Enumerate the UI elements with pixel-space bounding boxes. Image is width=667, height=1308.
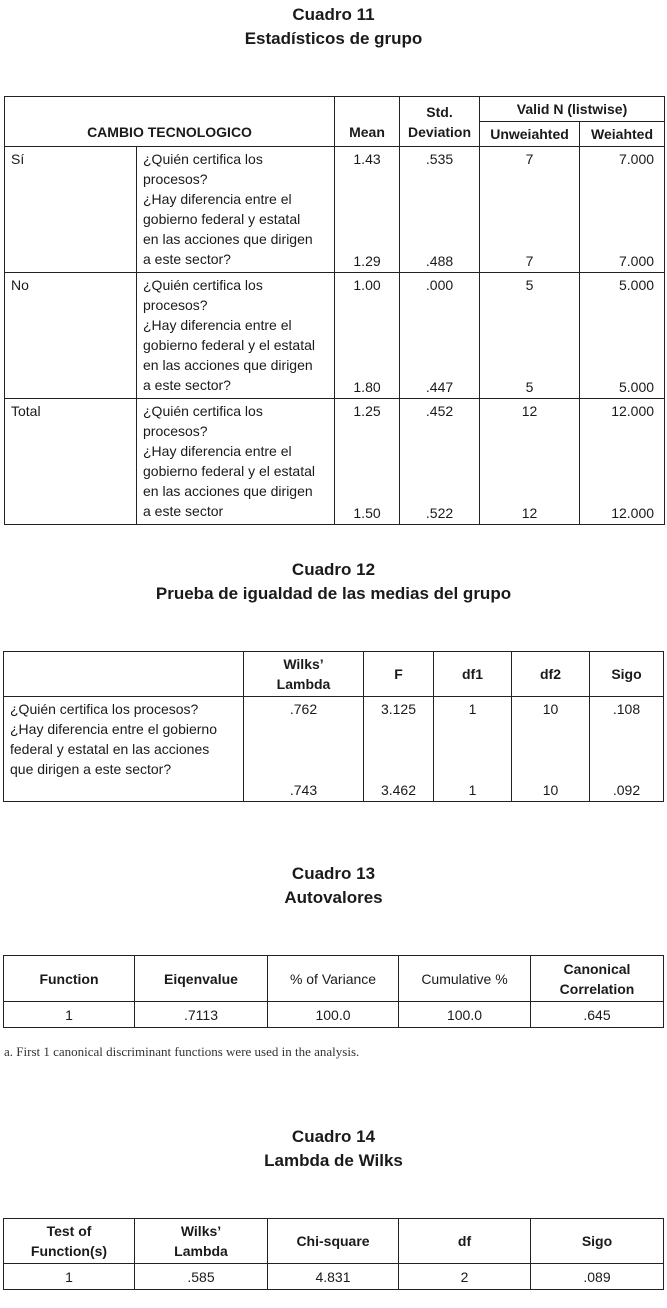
var-line: gobierno federal y el estatal (143, 337, 315, 353)
header-variance: % of Variance (268, 956, 399, 1002)
table-row (4, 1264, 664, 1290)
var-line: gobierno federal y estatal (143, 211, 301, 227)
mean-cell (335, 399, 400, 525)
mean-value: 1.29 (353, 252, 381, 269)
weighted-value: 5.000 (618, 276, 655, 293)
weighted-value: 7.000 (618, 252, 655, 269)
unweighted-cell (480, 273, 580, 399)
mean-cell (335, 273, 400, 399)
chi-square-value: 4.831 (268, 1264, 399, 1290)
mean-value: 1.00 (353, 276, 381, 293)
cuadro-14-subtitle: Lambda de Wilks (264, 1151, 403, 1170)
sig-value: .089 (531, 1264, 664, 1290)
var-line: a este sector (143, 503, 224, 519)
header-wilks-lambda (244, 652, 364, 697)
cuadro-11-table (4, 96, 665, 525)
cuadro-12-title: Cuadro 12 (291, 560, 376, 579)
sd-cell (400, 399, 480, 525)
variables-cell (137, 399, 335, 525)
cuadro-13-subtitle: Autovalores (284, 888, 383, 907)
header-std-deviation (400, 97, 480, 147)
f-cell (364, 697, 434, 802)
sd-value: .452 (425, 402, 454, 419)
variables-cell (4, 697, 244, 802)
unweighted-value: 7 (525, 150, 534, 167)
var-line: ¿Hay diferencia entre el gobierno (10, 721, 218, 737)
header-wilks-line2: Lambda (174, 1243, 228, 1259)
header-wilks-line2: Lambda (276, 676, 331, 692)
header-mean: Mean (335, 97, 400, 147)
variables-cell (137, 273, 335, 399)
cuadro-11-subtitle: Estadísticos de grupo (244, 29, 423, 48)
df2-value: 10 (542, 781, 559, 798)
sd-value: .535 (425, 150, 454, 167)
table-row (4, 1002, 664, 1028)
cuadro-12-subtitle: Prueba de igualdad de las medias del grupo (155, 584, 512, 603)
cuadro-13-title: Cuadro 13 (291, 864, 376, 883)
function-value: 1 (4, 1002, 135, 1028)
header-wilks-line1: Wilks’ (283, 656, 324, 672)
df1-cell (434, 697, 512, 802)
var-line: en las acciones que dirigen (143, 357, 313, 373)
sd-value: .000 (425, 276, 454, 293)
variance-value: 100.0 (268, 1002, 399, 1028)
variables-cell (137, 147, 335, 273)
sd-value: .447 (425, 378, 454, 395)
cuadro-14-title: Cuadro 14 (291, 1127, 376, 1146)
sd-cell (400, 273, 480, 399)
var-line: ¿Hay diferencia entre el (143, 191, 292, 207)
sig-cell (590, 697, 664, 802)
var-line: procesos? (143, 423, 208, 439)
wilks-value: .585 (135, 1264, 268, 1290)
table-row (4, 697, 664, 802)
wilks-value: .762 (289, 700, 318, 717)
var-line: que dirigen a este sector? (10, 761, 172, 777)
header-cumulative: Cumulative % (399, 956, 531, 1002)
group-label: Sí (5, 147, 137, 273)
var-line: ¿Hay diferencia entre el (143, 443, 292, 459)
table-row (5, 147, 665, 273)
wilks-value: .743 (289, 781, 318, 798)
header-test-line1: Test of (46, 1223, 92, 1239)
header-test-line2: Function(s) (30, 1243, 108, 1259)
header-df: df (399, 1219, 531, 1264)
weighted-value: 12.000 (611, 402, 655, 419)
weighted-cell (580, 399, 665, 525)
header-function: Function (4, 956, 135, 1002)
var-line: ¿Quién certifica los (143, 151, 263, 167)
var-line: a este sector? (143, 251, 231, 267)
header-wilks-lambda (135, 1219, 268, 1264)
unweighted-value: 12 (521, 402, 538, 419)
test-value: 1 (4, 1264, 135, 1290)
sd-cell (400, 147, 480, 273)
df-value: 2 (399, 1264, 531, 1290)
mean-value: 1.50 (353, 504, 381, 521)
header-chi-square: Chi-square (268, 1219, 399, 1264)
cuadro-12-table (3, 651, 664, 802)
var-line: ¿Hay diferencia entre el (143, 317, 292, 333)
header-wilks-line1: Wilks’ (180, 1223, 222, 1239)
unweighted-cell (480, 147, 580, 273)
unweighted-value: 12 (521, 504, 538, 521)
table-row (5, 399, 665, 525)
wilks-cell (244, 697, 364, 802)
header-canonical-line1: Canonical (563, 960, 631, 977)
header-sig: Sigo (531, 1219, 664, 1264)
sig-value: .108 (612, 700, 641, 717)
header-test-of-functions (4, 1219, 135, 1264)
var-line: ¿Quién certifica los (143, 403, 263, 419)
cuadro-13-table (3, 955, 664, 1028)
header-f: F (364, 652, 434, 697)
weighted-cell (580, 273, 665, 399)
header-valid-n: Valid N (listwise) (480, 97, 665, 122)
header-cambio-tecnologico: CAMBIO TECNOLOGICO (5, 97, 335, 147)
table-row (5, 273, 665, 399)
var-line: federal y estatal en las acciones (10, 741, 210, 757)
var-line: en las acciones que dirigen (143, 483, 313, 499)
mean-value: 1.43 (353, 150, 381, 167)
var-line: procesos? (143, 297, 208, 313)
cuadro-11-title: Cuadro 11 (292, 5, 375, 24)
f-value: 3.125 (380, 700, 417, 717)
header-canonical-correlation (531, 956, 664, 1002)
eigenvalue-value: .7113 (135, 1002, 268, 1028)
df1-value: 1 (468, 700, 477, 717)
var-line: ¿Quién certifica los (143, 277, 263, 293)
header-canonical-line2: Correlation (559, 980, 635, 997)
mean-cell (335, 147, 400, 273)
var-line: gobierno federal y el estatal (143, 463, 315, 479)
df1-value: 1 (468, 781, 477, 798)
weighted-value: 5.000 (618, 378, 655, 395)
unweighted-value: 5 (525, 378, 534, 395)
header-sig: Sigo (590, 652, 664, 697)
table-footnote: a. First 1 canonical discriminant functions were used in the analysis. (4, 1044, 360, 1059)
weighted-cell (580, 147, 665, 273)
header-df2: df2 (512, 652, 590, 697)
var-line: procesos? (143, 171, 208, 187)
unweighted-value: 7 (525, 252, 534, 269)
group-label: No (5, 273, 137, 399)
weighted-value: 7.000 (618, 150, 655, 167)
header-eigenvalue: Eiqenvalue (135, 956, 268, 1002)
var-line: en las acciones que dirigen (143, 231, 313, 247)
canonical-value: .645 (531, 1002, 664, 1028)
var-line: ¿Quién certifica los procesos? (10, 701, 199, 717)
group-label: Total (5, 399, 137, 525)
header-unweighted: Unweiahted (480, 122, 580, 147)
unweighted-cell (480, 399, 580, 525)
header-df1: df1 (434, 652, 512, 697)
cuadro-14-table (3, 1218, 664, 1290)
header-std-line2: Deviation (408, 123, 472, 140)
df2-cell (512, 697, 590, 802)
var-line: a este sector? (143, 377, 231, 393)
sd-value: .522 (425, 504, 454, 521)
cumulative-value: 100.0 (399, 1002, 531, 1028)
sd-value: .488 (425, 252, 454, 269)
sig-value: .092 (612, 781, 641, 798)
header-std-line1: Std. (426, 103, 453, 120)
f-value: 3.462 (380, 781, 417, 798)
unweighted-value: 5 (525, 276, 534, 293)
header-empty (4, 652, 244, 697)
df2-value: 10 (542, 700, 559, 717)
mean-value: 1.25 (353, 402, 381, 419)
weighted-value: 12.000 (611, 504, 655, 521)
header-weighted: Weiahted (580, 122, 665, 147)
mean-value: 1.80 (353, 378, 381, 395)
